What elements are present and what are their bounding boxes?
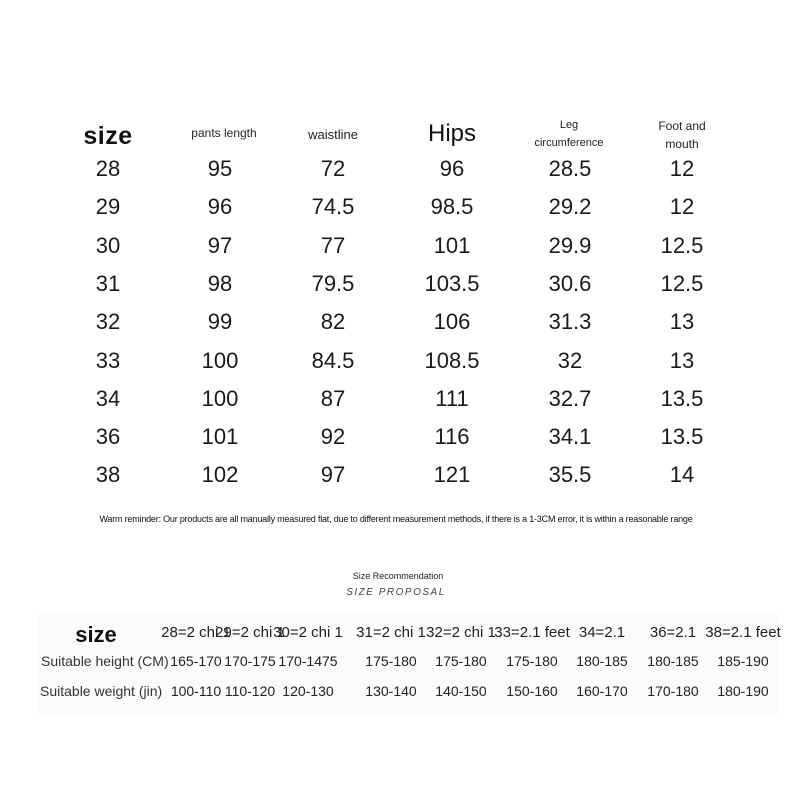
table-cell: 101 bbox=[201, 424, 239, 450]
table-cell: 32 bbox=[95, 309, 121, 335]
weight-cell: 160-170 bbox=[576, 683, 628, 699]
height-cell: 175-180 bbox=[506, 653, 558, 669]
height-row-label: Suitable height (CM) bbox=[41, 653, 169, 669]
table-cell: 13.5 bbox=[660, 385, 704, 411]
size-header-cell: 31=2 chi 1 bbox=[356, 624, 426, 641]
table-cell: 97 bbox=[207, 232, 233, 258]
table-cell: 30.6 bbox=[548, 270, 592, 296]
size-header-cell: 33=2.1 feet bbox=[494, 624, 570, 641]
table-cell: 106 bbox=[433, 309, 471, 335]
table-cell: 29.9 bbox=[548, 232, 592, 258]
table-cell: 32.7 bbox=[548, 385, 592, 411]
recommendation-title: Size Recommendation bbox=[352, 571, 444, 581]
table-cell: 13 bbox=[669, 309, 695, 335]
table-cell: 108.5 bbox=[424, 347, 480, 373]
table-cell: 121 bbox=[433, 462, 471, 488]
table-cell: 31 bbox=[95, 270, 121, 296]
weight-cell: 150-160 bbox=[506, 683, 558, 699]
table-cell: 36 bbox=[95, 424, 121, 450]
measurement-reminder: Warm reminder: Our products are all manually measured flat, due to different measurement methods, if there is a 1-3CM error, it is within a reasonable range bbox=[99, 514, 693, 524]
table-cell: 34 bbox=[95, 385, 121, 411]
table-cell: 100 bbox=[201, 347, 239, 373]
table-cell: 33 bbox=[95, 347, 121, 373]
height-cell: 170-1475 bbox=[278, 653, 338, 669]
table-cell: 34.1 bbox=[548, 424, 592, 450]
header-foot-and-mouth: Foot and mouth bbox=[658, 119, 706, 151]
table-cell: 29 bbox=[95, 194, 121, 220]
table-cell: 98.5 bbox=[430, 194, 474, 220]
table-cell: 29.2 bbox=[548, 194, 592, 220]
header-hips: Hips bbox=[427, 120, 477, 147]
size-header-cell: 32=2 chi 1 bbox=[426, 624, 496, 641]
table-cell: 84.5 bbox=[311, 347, 355, 373]
header-waistline: waistline bbox=[308, 127, 358, 142]
table-cell: 12 bbox=[669, 156, 695, 181]
size-header-cell: 28=2 chi 1 bbox=[161, 624, 231, 641]
table-cell: 74.5 bbox=[311, 194, 355, 220]
table-cell: 28 bbox=[95, 156, 121, 181]
height-cell: 175-180 bbox=[365, 653, 417, 669]
table-cell: 38 bbox=[95, 462, 121, 488]
table-cell: 102 bbox=[201, 462, 239, 488]
table-cell: 79.5 bbox=[311, 270, 355, 296]
weight-cell: 120-130 bbox=[282, 683, 334, 699]
weight-cell: 130-140 bbox=[365, 683, 417, 699]
table-cell: 103.5 bbox=[424, 270, 480, 296]
header-pants-length: pants length bbox=[191, 126, 257, 140]
weight-cell: 100-110 bbox=[170, 683, 222, 699]
table-cell: 14 bbox=[669, 462, 695, 488]
table-cell: 12.5 bbox=[660, 232, 704, 258]
table-cell: 96 bbox=[207, 194, 233, 220]
recommendation-size-label: size bbox=[75, 622, 117, 647]
header-leg-circumference: Leg circumference bbox=[534, 119, 604, 149]
table-cell: 116 bbox=[434, 424, 470, 450]
weight-cell: 180-190 bbox=[717, 683, 769, 699]
table-cell: 100 bbox=[201, 385, 239, 411]
table-cell: 30 bbox=[95, 232, 121, 258]
height-cell: 180-185 bbox=[576, 653, 628, 669]
table-cell: 13.5 bbox=[660, 424, 704, 450]
table-cell: 35.5 bbox=[548, 462, 592, 488]
recommendation-subtitle: SIZE PROPOSAL bbox=[346, 587, 446, 598]
weight-cell: 140-150 bbox=[435, 683, 487, 699]
table-cell: 12 bbox=[669, 194, 695, 220]
table-cell: 13 bbox=[669, 347, 695, 373]
table-cell: 96 bbox=[439, 156, 465, 181]
table-cell: 77 bbox=[320, 232, 346, 258]
weight-row-label: Suitable weight (jin) bbox=[40, 683, 163, 699]
size-header-cell: 38=2.1 feet bbox=[705, 624, 781, 641]
height-cell: 175-180 bbox=[435, 653, 487, 669]
table-cell: 28.5 bbox=[548, 156, 592, 181]
size-header-cell: 36=2.1 bbox=[649, 624, 697, 641]
table-cell: 82 bbox=[320, 309, 346, 335]
size-header-cell: 30=2 chi 1 bbox=[273, 624, 343, 641]
weight-cell: 170-180 bbox=[647, 683, 699, 699]
height-cell: 180-185 bbox=[647, 653, 699, 669]
table-cell: 72 bbox=[320, 156, 346, 181]
table-cell: 95 bbox=[207, 156, 233, 181]
table-cell: 32 bbox=[557, 347, 583, 373]
height-cell: 170-175 bbox=[224, 653, 276, 669]
table-cell: 111 bbox=[435, 385, 469, 411]
table-cell: 31.3 bbox=[548, 309, 592, 335]
table-cell: 99 bbox=[207, 309, 233, 335]
table-cell: 92 bbox=[320, 424, 346, 450]
size-header-cell: 34=2.1 bbox=[578, 624, 626, 641]
table-cell: 98 bbox=[207, 270, 233, 296]
table-cell: 12.5 bbox=[660, 270, 704, 296]
table-cell: 101 bbox=[433, 232, 471, 258]
table-cell: 97 bbox=[320, 462, 346, 488]
weight-cell: 110-120 bbox=[224, 683, 276, 699]
height-cell: 185-190 bbox=[717, 653, 769, 669]
header-size: size bbox=[83, 122, 133, 150]
size-header-cell: 29=2 chi 1 bbox=[215, 624, 285, 641]
table-cell: 87 bbox=[320, 385, 346, 411]
height-cell: 165-170 bbox=[170, 653, 222, 669]
